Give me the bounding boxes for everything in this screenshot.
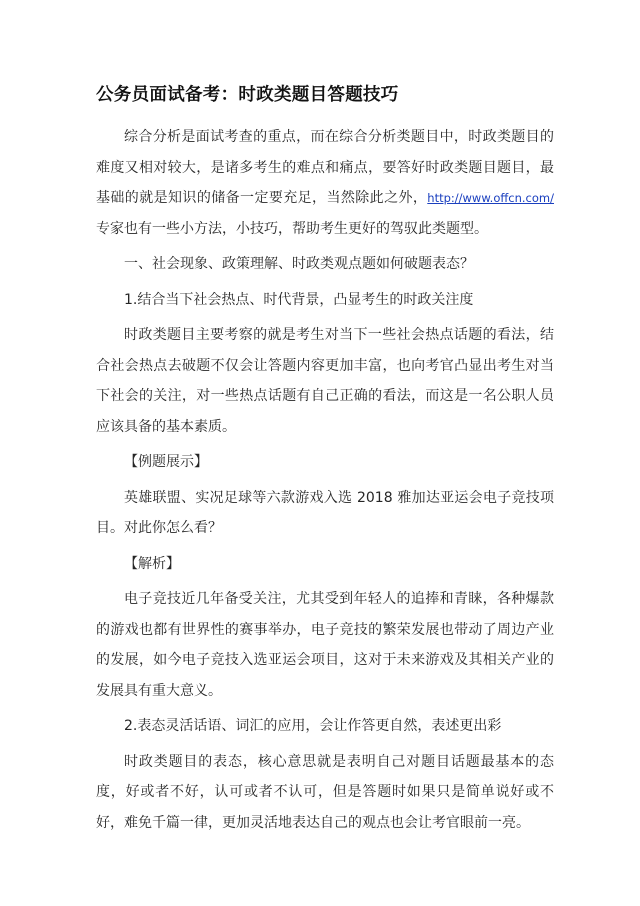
offcn-link[interactable]: http://www.offcn.com/ [427, 191, 554, 205]
intro-text-after-link: 专家也有一些小方法，小技巧，帮助考生更好的驾驭此类题型。 [96, 220, 488, 237]
example-text: 英雄联盟、实况足球等六款游戏入选 2018 雅加达亚运会电子竞技项目。对此你怎么看？ [96, 489, 554, 536]
point-1-heading: 1.结合当下社会热点、时代背景，凸显考生的时政关注度 [124, 291, 474, 308]
article-title: 公务员面试备考：时政类题目答题技巧 [96, 85, 399, 105]
intro-text-before-link: 综合分析是面试考查的重点，而在综合分析类题目中，时政类题目的难度又相对较大，是诸多考生的难点和痛点，要答好时政类题目题目，最基础的就是知识的储备一定要充足，当然除此之外， [96, 129, 554, 206]
analysis-label: 【解析】 [124, 555, 180, 572]
example-label: 【例题展示】 [124, 454, 208, 470]
section-1-heading: 一、社会现象、政策理解、时政类观点题如何破题表态？ [124, 256, 474, 272]
intro-paragraph [96, 122, 554, 244]
article-body [96, 82, 554, 843]
analysis-text: 电子竞技近几年备受关注，尤其受到年轻人的追捧和青睐，各种爆款的游戏也都有世界性的赛事举办，电子竞技的繁荣发展也带动了周边产业的发展，如今电子竞技入选亚运会项目，这对于未来游戏及其相关产业的发展具有重大意义。 [96, 591, 554, 699]
point-2-body: 时政类题目的表态，核心意思就是表明自己对题目话题最基本的态度，好或者不好，认可或者不认可，但是答题时如果只是简单说好或不好，难免千篇一律，更加灵活地表达自己的观点也会让考官眼前一亮。 [96, 753, 554, 831]
point-1-body: 时政类题目主要考察的就是考生对当下一些社会热点话题的看法，结合社会热点去破题不仅会让答题内容更加丰富，也向考官凸显出考生对当下社会的关注，对一些热点话题有自己正确的看法，而这是一名公职人员应该具备的基本素质。 [96, 327, 554, 435]
point-2-heading: 2.表态灵活话语、词汇的应用，会让作答更自然，表述更出彩 [124, 718, 502, 734]
